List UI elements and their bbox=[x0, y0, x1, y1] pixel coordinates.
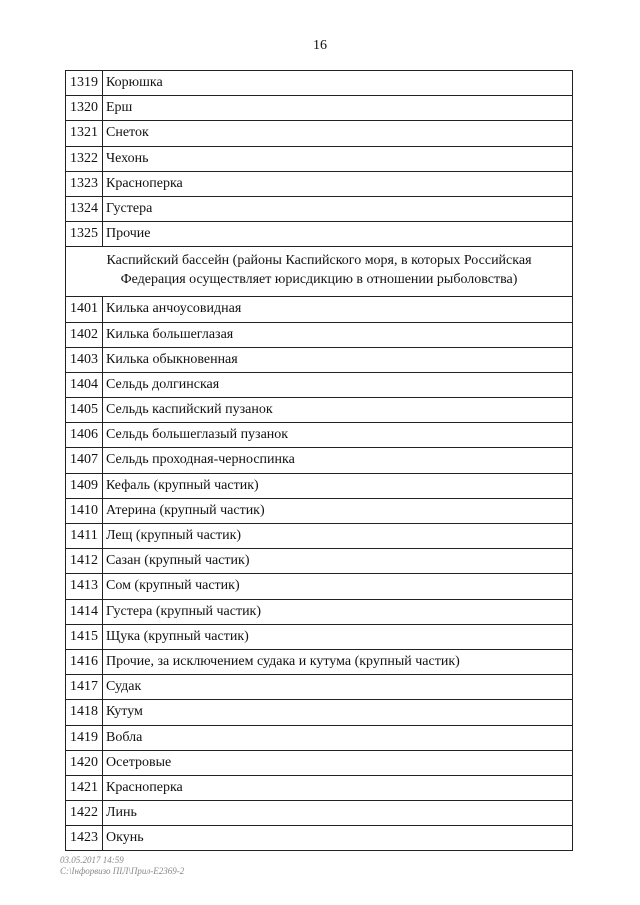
species-code: 1420 bbox=[66, 751, 103, 775]
species-name: Густера bbox=[106, 200, 153, 216]
species-code: 1421 bbox=[66, 776, 103, 800]
table-row bbox=[66, 751, 572, 776]
table-row bbox=[66, 448, 572, 473]
table-row bbox=[66, 474, 572, 499]
table-row bbox=[66, 71, 572, 96]
species-code: 1405 bbox=[66, 398, 103, 422]
species-code: 1404 bbox=[66, 373, 103, 397]
species-code: 1325 bbox=[66, 222, 103, 246]
species-name: Линь bbox=[106, 805, 137, 821]
species-name: Красноперка bbox=[106, 779, 183, 795]
species-code: 1323 bbox=[66, 172, 103, 196]
species-name: Осетровые bbox=[106, 754, 172, 770]
table-row bbox=[66, 650, 572, 675]
species-code: 1402 bbox=[66, 323, 103, 347]
table-row bbox=[66, 801, 572, 826]
footer-timestamp: 03.05.2017 14:59 bbox=[60, 855, 124, 865]
species-code: 1321 bbox=[66, 121, 103, 145]
species-name: Килька анчоусовидная bbox=[106, 301, 242, 317]
table-row bbox=[66, 776, 572, 801]
species-name: Ерш bbox=[106, 100, 133, 116]
footer-filepath: С:\Інфорвизо ПІЛ\Прил-Е2369-2 bbox=[60, 866, 185, 876]
table-row bbox=[66, 574, 572, 599]
species-name: Кутум bbox=[106, 704, 143, 720]
species-code: 1401 bbox=[66, 297, 103, 321]
species-name: Килька обыкновенная bbox=[106, 351, 238, 367]
species-name: Корюшка bbox=[106, 75, 163, 90]
species-name: Килька большеглазая bbox=[106, 326, 234, 342]
species-name: Чехонь bbox=[106, 150, 149, 166]
species-name: Красноперка bbox=[106, 175, 183, 191]
table-row bbox=[66, 323, 572, 348]
table-row bbox=[66, 348, 572, 373]
species-name: Сельдь большеглазый пузанок bbox=[106, 427, 289, 443]
table-row bbox=[66, 172, 572, 197]
table-row bbox=[66, 700, 572, 725]
table-row bbox=[66, 675, 572, 700]
species-code: 1320 bbox=[66, 96, 103, 120]
species-name: Кефаль (крупный частик) bbox=[106, 477, 259, 493]
table-row bbox=[66, 297, 572, 322]
species-name: Прочие bbox=[106, 226, 151, 242]
species-name: Лещ (крупный частик) bbox=[106, 528, 242, 543]
species-code: 1409 bbox=[66, 474, 103, 498]
page-number: 16 bbox=[313, 38, 327, 53]
species-code: 1406 bbox=[66, 423, 103, 447]
table-row bbox=[66, 499, 572, 524]
species-name: Сельдь долгинская bbox=[106, 376, 220, 392]
species-name: Снеток bbox=[106, 125, 149, 141]
species-name: Атерина (крупный частик) bbox=[106, 502, 265, 518]
species-code: 1417 bbox=[66, 675, 103, 699]
species-code: 1403 bbox=[66, 348, 103, 372]
species-code: 1410 bbox=[66, 499, 103, 523]
table-rows-top bbox=[66, 71, 572, 247]
species-code: 1411 bbox=[66, 524, 103, 548]
footer-stamp bbox=[60, 855, 184, 877]
species-code: 1423 bbox=[66, 826, 103, 850]
species-name: Судак bbox=[106, 679, 142, 695]
table-row bbox=[66, 197, 572, 222]
species-code: 1319 bbox=[66, 71, 103, 95]
species-code: 1422 bbox=[66, 801, 103, 825]
species-name: Щука (крупный частик) bbox=[106, 628, 249, 644]
species-name: Густера (крупный частик) bbox=[106, 603, 262, 619]
species-code: 1324 bbox=[66, 197, 103, 221]
table-row bbox=[66, 625, 572, 650]
species-code: 1413 bbox=[66, 574, 103, 598]
table-row bbox=[66, 147, 572, 172]
species-code: 1419 bbox=[66, 726, 103, 750]
species-code: 1412 bbox=[66, 549, 103, 573]
species-code: 1415 bbox=[66, 625, 103, 649]
table-row bbox=[66, 524, 572, 549]
species-name: Сазан (крупный частик) bbox=[106, 553, 250, 569]
species-name: Сом (крупный частик) bbox=[106, 578, 240, 594]
table-row bbox=[66, 373, 572, 398]
section-header-caspian bbox=[66, 247, 572, 297]
section-header-line: Федерация осуществляет юрисдикцию в отношении рыболовства) bbox=[120, 272, 518, 288]
table-row bbox=[66, 121, 572, 146]
table-row bbox=[66, 222, 572, 247]
species-name: Сельдь каспийский пузанок bbox=[106, 402, 273, 418]
table-row bbox=[66, 826, 572, 851]
species-code: 1407 bbox=[66, 448, 103, 472]
table-row bbox=[66, 96, 572, 121]
table-row bbox=[66, 726, 572, 751]
species-code: 1414 bbox=[66, 600, 103, 624]
species-code: 1418 bbox=[66, 700, 103, 724]
table-rows-bottom bbox=[66, 297, 572, 851]
species-name: Прочие, за исключением судака и кутума (крупный частик) bbox=[106, 653, 460, 669]
table-row bbox=[66, 549, 572, 574]
species-code: 1322 bbox=[66, 147, 103, 171]
table-row bbox=[66, 423, 572, 448]
species-code: 1416 bbox=[66, 650, 103, 674]
section-header-line: Каспийский бассейн (районы Каспийского моря, в которых Российская bbox=[106, 253, 532, 269]
species-name: Сельдь проходная-черноспинка bbox=[106, 452, 295, 468]
species-name: Окунь bbox=[106, 830, 144, 846]
species-code-table bbox=[65, 70, 573, 851]
species-name: Вобла bbox=[106, 729, 143, 745]
table-row bbox=[66, 600, 572, 625]
table-row bbox=[66, 398, 572, 423]
